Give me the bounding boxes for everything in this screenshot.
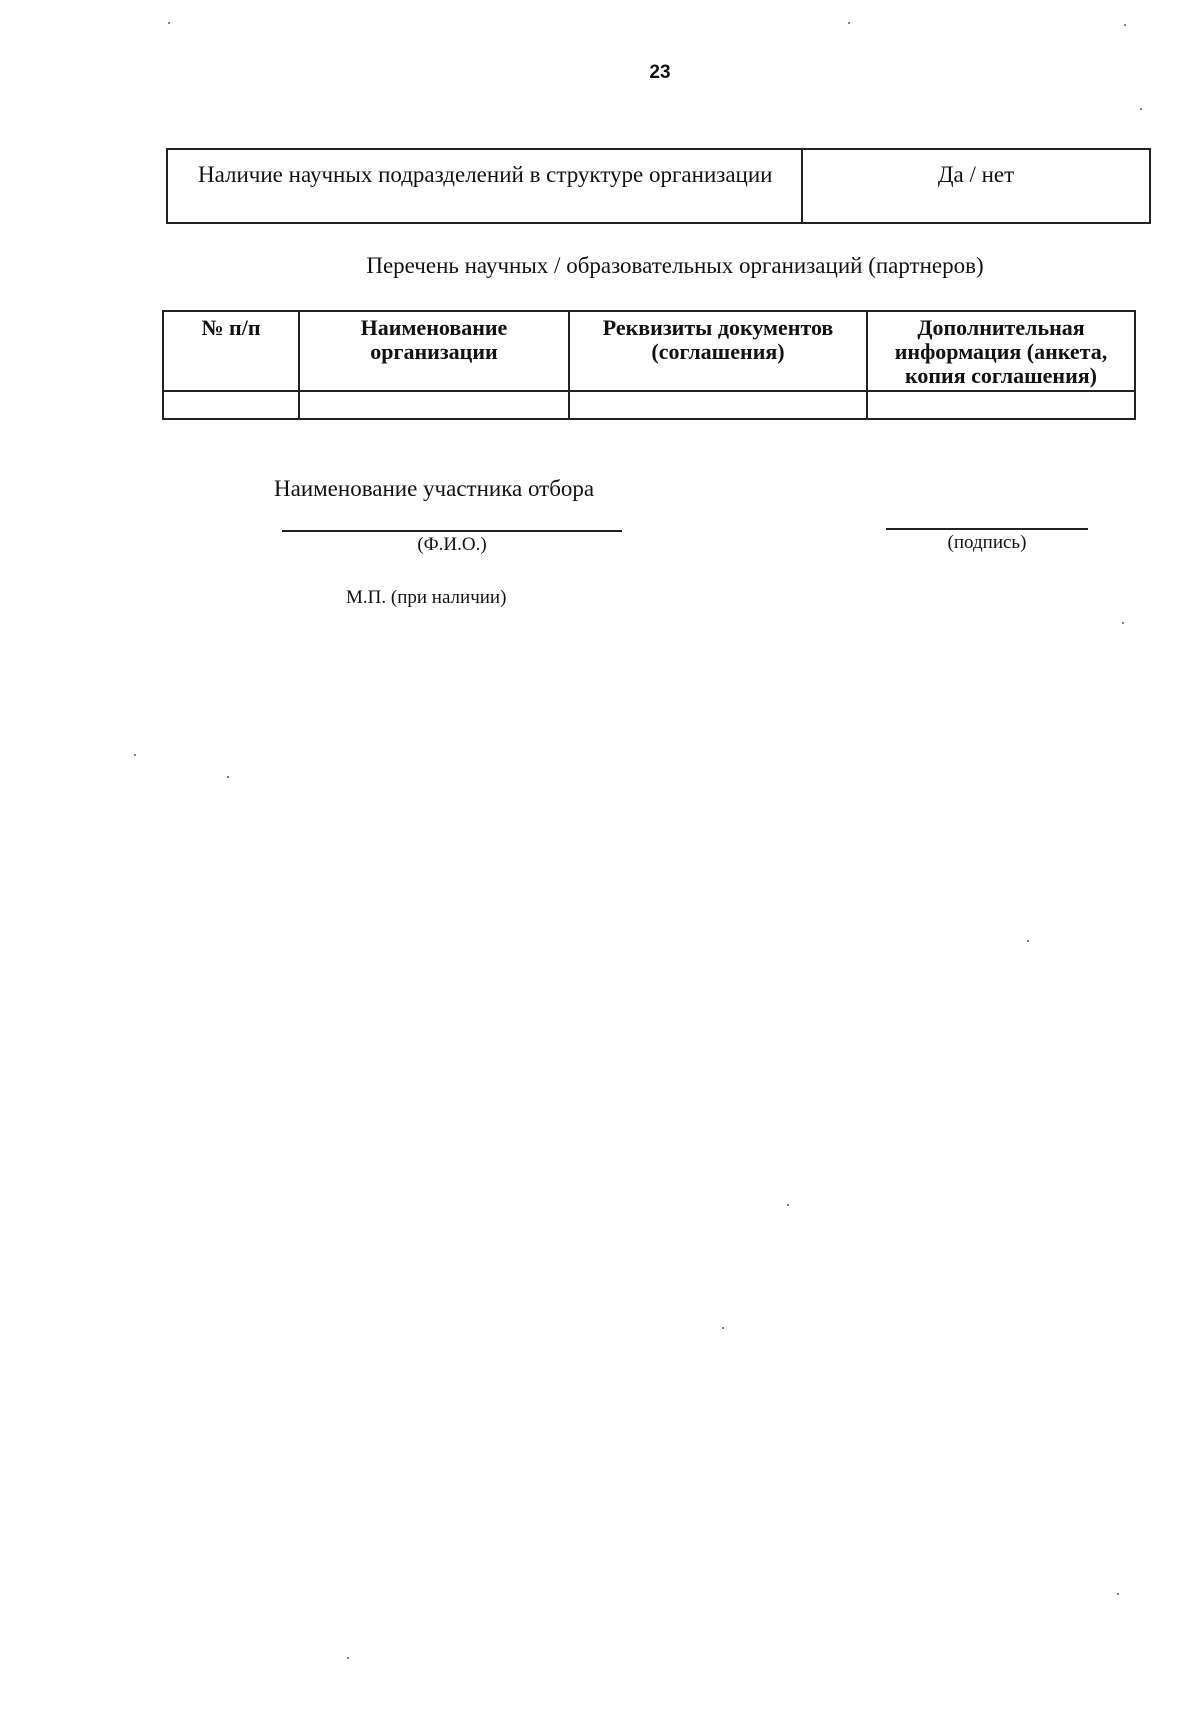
scan-speck [227,776,229,778]
scan-speck [1124,24,1126,26]
signature-line [886,528,1088,530]
table-cell [299,391,569,419]
scan-speck [1122,622,1124,624]
scan-speck [1027,940,1029,942]
scan-speck [848,22,850,24]
fio-caption: (Ф.И.О.) [417,534,487,555]
scan-speck [787,1204,789,1206]
table-cell [569,391,867,419]
table-row [163,391,1135,419]
partners-table [162,310,1136,420]
partners-list-title: Перечень научных / образовательных организаций (партнеров) [366,253,984,278]
column-header-document-details: Реквизиты документов (соглашения) [569,311,867,391]
participant-name-label: Наименование участника отбора [274,476,595,501]
scan-speck [347,1657,349,1659]
page-number: 23 [649,62,671,83]
column-header-number: № п/п [163,311,299,391]
table-cell [867,391,1135,419]
scan-speck [722,1327,724,1329]
fio-signature-line [282,530,622,532]
column-header-additional-info: Дополнительная информация (анкета, копия соглашения) [867,311,1135,391]
scan-speck [1117,1593,1119,1595]
signature-caption: (подпись) [947,532,1027,553]
scan-speck [134,754,136,756]
scan-speck [1140,108,1142,110]
stamp-note: М.П. (при наличии) [346,587,507,608]
table-row [167,149,1150,223]
column-header-organization-name: Наименование организации [299,311,569,391]
scan-speck [168,22,170,24]
table-header-row [163,311,1135,391]
table-cell [163,391,299,419]
science-units-label: Наличие научных подразделений в структуре организации [167,149,802,223]
science-units-value: Да / нет [802,149,1150,223]
science-units-table [166,148,1151,224]
